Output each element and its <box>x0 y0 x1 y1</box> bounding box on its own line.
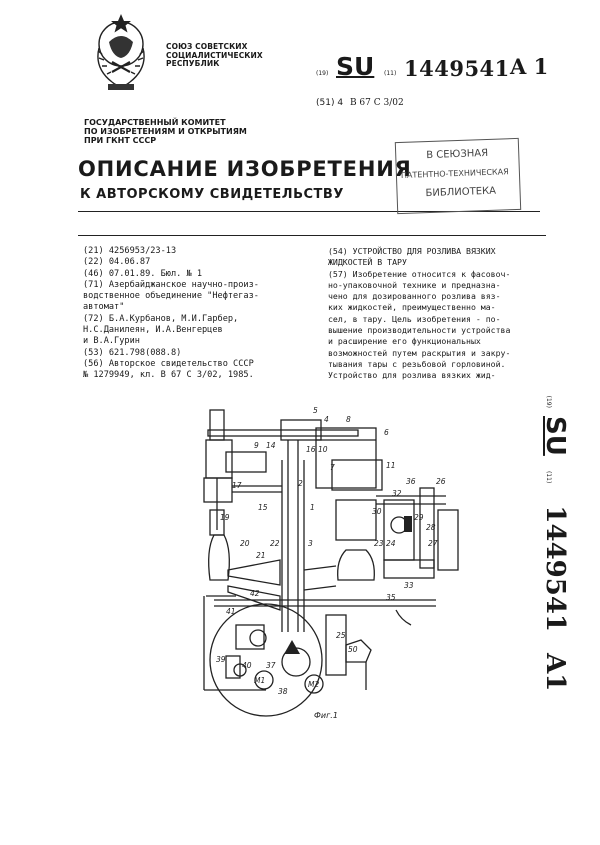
stamp-line: ПАТЕНТНО-ТЕХНИЧЕСКАЯ <box>400 167 509 180</box>
biblio-line: водственное объединение "Нефтегаз- <box>83 291 259 302</box>
committee-line: ПО ИЗОБРЕТЕНИЯМ И ОТКРЫТИЯМ <box>84 127 247 136</box>
drawing-label: 25 <box>336 631 346 640</box>
abstract-text <box>328 246 560 382</box>
drawing-label: 27 <box>428 539 438 548</box>
drawing-label: 21 <box>256 551 266 560</box>
drawing-label: 30 <box>372 507 382 516</box>
drawing-label: 36 <box>406 477 416 486</box>
biblio-line: (21) 4256953/23-13 <box>83 246 177 256</box>
country-line: СОЦИАЛИСТИЧЕСКИХ <box>166 50 263 60</box>
abstract-line: тывания тары с резьбовой горловиной. <box>328 358 506 369</box>
drawing-label: 9 <box>254 441 259 450</box>
abstract-line: сел, в тару. Цель изобретения - по- <box>328 313 501 324</box>
drawing-label: 35 <box>386 593 396 602</box>
drawing-label: 17 <box>232 481 242 490</box>
bibliographic-data <box>83 246 323 382</box>
patent-number-line <box>316 52 566 82</box>
biblio-line: (71) Азербайджанское научно-произ- <box>83 279 259 290</box>
abstract-line: (54) УСТРОЙСТВО ДЛЯ РОЗЛИВА ВЯЗКИХ <box>328 246 496 256</box>
drawing-label: 32 <box>392 489 402 498</box>
inid-code-19: (19) <box>316 70 329 77</box>
ipc-code: (51) 4 <box>316 98 344 108</box>
country-line: СОЮЗ СОВЕТСКИХ <box>166 42 248 51</box>
biblio-line: (72) Б.А.Курбанов, М.И.Гарбер, <box>83 313 239 324</box>
drawing-label: 42 <box>250 589 260 598</box>
drawing-label: 33 <box>404 581 414 590</box>
abstract-line: но-упаковочной технике и предназна- <box>328 279 501 290</box>
drawing-label: 23 <box>374 539 384 548</box>
side-country-code: SU <box>540 416 570 456</box>
drawing-label: 19 <box>220 513 230 522</box>
biblio-line: (46) 07.01.89. Бюл. № 1 <box>83 268 202 279</box>
inid-code-11: (11) <box>384 70 397 77</box>
drawing-label: 14 <box>266 441 276 450</box>
country-line: РЕСПУБЛИК <box>166 59 220 69</box>
abstract-line: ЖИДКОСТЕЙ В ТАРУ <box>328 257 407 268</box>
drawing-label: 7 <box>330 463 335 472</box>
stamp-line: В СЕЮЗНАЯ <box>426 147 489 162</box>
drawing-label: 22 <box>270 539 280 548</box>
drawing-label: 1 <box>310 503 315 512</box>
library-stamp <box>395 138 521 214</box>
drawing-label: 39 <box>216 655 226 664</box>
biblio-line: № 1279949, кл. В 67 С 3/02, 1985. <box>83 370 254 381</box>
patent-number: 1449541 <box>404 56 510 81</box>
figure-caption: Фиг.1 <box>314 711 338 720</box>
side-patent-number <box>535 392 575 692</box>
ussr-emblem-icon <box>90 12 152 96</box>
drawing-label: M2 <box>308 680 320 689</box>
drawing-label: 37 <box>266 661 276 670</box>
committee-line: ПРИ ГКНТ СССР <box>84 136 157 145</box>
drawing-label: 10 <box>318 445 328 454</box>
ipc-class: В 67 С 3/02 <box>349 98 404 108</box>
drawing-label: 29 <box>414 513 424 522</box>
abstract-line: Устройство для розлива вязких жид- <box>328 370 496 381</box>
abstract-line: чено для дозированного розлива вяз- <box>328 291 501 302</box>
drawing-label: 5 <box>313 406 318 415</box>
drawing-label: M1 <box>254 676 266 685</box>
kind-code: A 1 <box>510 54 549 79</box>
committee-line: ГОСУДАРСТВЕННЫЙ КОМИТЕТ <box>84 118 226 127</box>
drawing-label: 26 <box>436 477 446 486</box>
biblio-line: автомат" <box>83 302 125 313</box>
side-patent-number-value: 1449541 <box>540 505 570 633</box>
drawing-label: 8 <box>346 415 351 424</box>
abstract-line: вышение производительности устройства <box>328 325 511 336</box>
drawing-label: 41 <box>226 607 236 616</box>
stamp-line: БИБЛИОТЕКА <box>425 185 497 200</box>
document-title: ОПИСАНИЕ ИЗОБРЕТЕНИЯ <box>78 157 412 181</box>
abstract-line: и расширение его функциональных <box>328 336 481 347</box>
drawing-label: 15 <box>258 503 268 512</box>
country-code: SU <box>336 52 375 81</box>
drawing-label: 3 <box>308 539 313 548</box>
biblio-line: и В.А.Гурин <box>83 336 140 347</box>
side-inid-11: (11) <box>545 470 552 484</box>
committee-name <box>84 118 344 145</box>
drawing-label: 24 <box>386 539 396 548</box>
drawing-label: 28 <box>426 523 436 532</box>
abstract-line: (57) Изобретение относится к фасовоч- <box>328 268 511 279</box>
biblio-line: (53) 621.798(088.8) <box>83 347 182 358</box>
header-divider-lower <box>78 235 546 236</box>
drawing-label: 11 <box>386 461 396 470</box>
side-inid-19: (19) <box>545 395 552 408</box>
biblio-line: (56) Авторское свидетельство СССР <box>83 358 254 369</box>
ipc-classification <box>316 98 404 108</box>
technical-drawing <box>196 400 536 720</box>
drawing-label: 4 <box>324 415 329 424</box>
drawing-label: 38 <box>278 687 288 696</box>
drawing-label: 6 <box>384 428 389 437</box>
document-subtitle: К АВТОРСКОМУ СВИДЕТЕЛЬСТВУ <box>80 187 344 202</box>
drawing-label: 16 <box>306 445 316 454</box>
biblio-line: Н.С.Данилеян, И.А.Венгерцев <box>83 325 223 336</box>
country-name <box>166 43 286 69</box>
drawing-label: 40 <box>242 661 252 670</box>
abstract-line: ких жидкостей, преимущественно ма- <box>328 302 496 313</box>
biblio-line: (22) 04.06.87 <box>83 257 151 268</box>
side-kind-code: A1 <box>540 653 570 692</box>
abstract-line: возможностей путем раскрытия и закру- <box>328 347 511 358</box>
drawing-label: 50 <box>348 645 358 654</box>
drawing-label: 20 <box>240 539 250 548</box>
drawing-label: 2 <box>298 479 303 488</box>
